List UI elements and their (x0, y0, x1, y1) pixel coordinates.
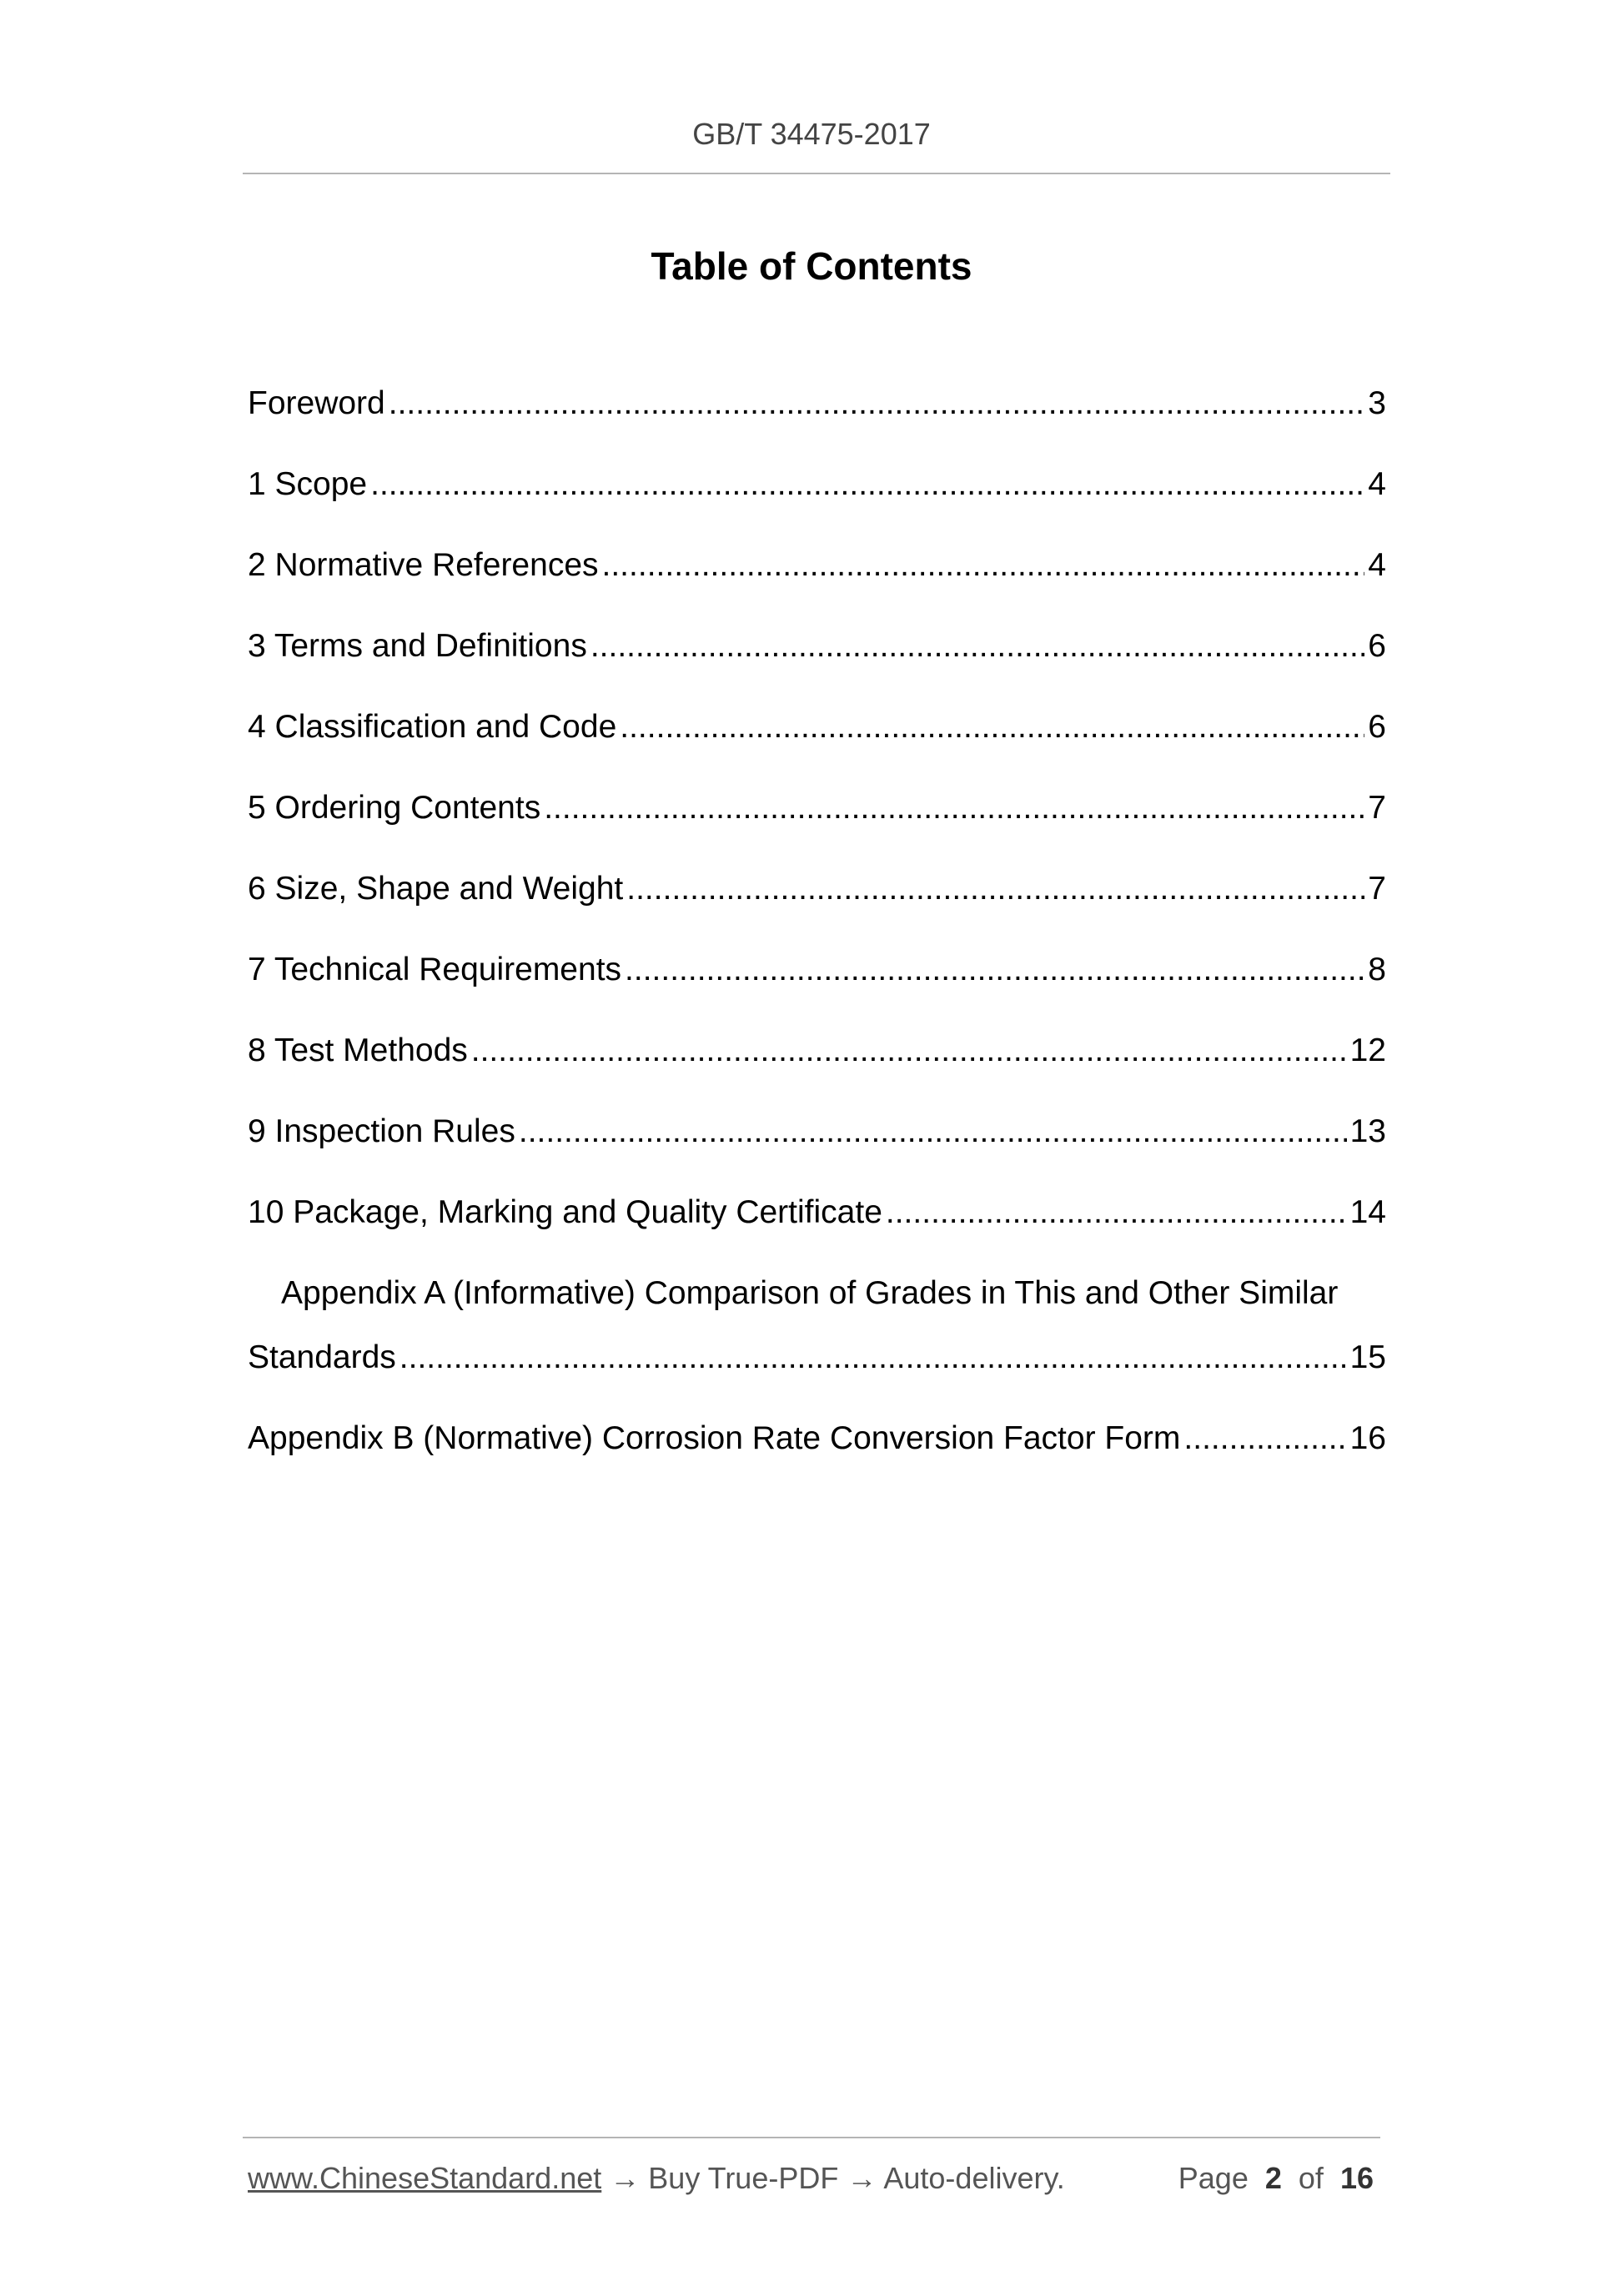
toc-entry-page: 13 (1349, 1113, 1386, 1149)
toc-entry-appendix-b[interactable] (248, 1415, 1386, 1462)
dot-leader (370, 461, 1364, 508)
toc-entry-classification-and-code[interactable] (248, 704, 1386, 751)
header-divider (243, 173, 1390, 174)
toc-entry-page: 4 (1368, 466, 1386, 502)
of-word: of (1298, 2161, 1324, 2195)
toc-entry-normative-references[interactable] (248, 542, 1386, 589)
total-pages: 16 (1339, 2161, 1374, 2195)
page-number (1178, 2155, 1374, 2202)
page-footer (248, 2155, 1380, 2202)
arrow-right-icon: → (610, 2161, 641, 2195)
toc-entry-label: 9 Inspection Rules (248, 1113, 515, 1149)
dot-leader (519, 1108, 1347, 1155)
toc-entry-label: 2 Normative References (248, 547, 599, 583)
toc-entry-page: 4 (1368, 547, 1386, 583)
toc-entry-technical-requirements[interactable] (248, 947, 1386, 993)
dot-leader (471, 1027, 1347, 1074)
dot-leader (389, 380, 1365, 427)
toc-entry-ordering-contents[interactable] (248, 785, 1386, 831)
toc-entry-foreword[interactable] (248, 380, 1386, 427)
dot-leader (602, 542, 1365, 589)
toc-entry-label: 3 Terms and Definitions (248, 628, 587, 664)
dot-leader (1183, 1415, 1346, 1462)
document-code: GB/T 34475-2017 (692, 117, 931, 151)
dot-leader (399, 1334, 1347, 1381)
dot-leader (544, 785, 1364, 831)
toc-entry-label: 4 Classification and Code (248, 709, 617, 745)
toc-entry-page: 16 (1349, 1420, 1386, 1456)
toc-entry-label: Foreword (248, 385, 385, 421)
toc-entry-page: 7 (1368, 871, 1386, 907)
toc-entry-label: 1 Scope (248, 466, 368, 502)
dot-leader (625, 947, 1364, 993)
toc-entry-inspection-rules[interactable] (248, 1108, 1386, 1155)
toc-entry-page: 6 (1368, 709, 1386, 745)
footer-promo (248, 2155, 1065, 2202)
toc-entry-scope[interactable] (248, 461, 1386, 508)
toc-entry-page: 12 (1349, 1032, 1386, 1068)
toc-entry-label: Standards (248, 1339, 396, 1375)
toc-entry-appendix-a[interactable] (248, 1334, 1386, 1381)
current-page: 2 (1264, 2161, 1282, 2195)
toc-entry-page: 3 (1368, 385, 1386, 421)
toc-entry-label: 10 Package, Marking and Quality Certificate (248, 1194, 882, 1230)
dot-leader (620, 704, 1364, 751)
toc-entry-package-marking[interactable] (248, 1189, 1386, 1236)
toc-entry-label: 7 Technical Requirements (248, 952, 622, 987)
page-title: Table of Contents (651, 244, 972, 288)
dot-leader (626, 866, 1364, 912)
toc-entry-appendix-a-line1[interactable]: Appendix A (Informative) Comparison of Grades in This and Other Similar (281, 1275, 1339, 1311)
toc-entry-size-shape-weight[interactable] (248, 866, 1386, 912)
dot-leader (886, 1189, 1347, 1236)
toc-entry-page: 14 (1349, 1194, 1386, 1230)
toc-entry-terms-and-definitions[interactable] (248, 623, 1386, 670)
page-word: Page (1178, 2161, 1249, 2195)
toc-entry-label: 5 Ordering Contents (248, 790, 541, 826)
buy-text: Buy True-PDF (648, 2161, 839, 2195)
toc-entry-label: 6 Size, Shape and Weight (248, 871, 624, 907)
toc-entry-page: 7 (1368, 790, 1386, 826)
toc-entry-page: 15 (1349, 1339, 1386, 1375)
toc-entry-label: 8 Test Methods (248, 1032, 468, 1068)
arrow-right-icon: → (847, 2161, 877, 2195)
dot-leader (590, 623, 1364, 670)
delivery-text: Auto-delivery. (883, 2161, 1065, 2195)
toc-entry-label: Appendix B (Normative) Corrosion Rate Conversion Factor Form (248, 1420, 1181, 1456)
toc-entry-test-methods[interactable] (248, 1027, 1386, 1074)
footer-divider (243, 2137, 1380, 2138)
website-link[interactable]: www.ChineseStandard.net (248, 2161, 602, 2195)
toc-entry-page: 8 (1368, 952, 1386, 987)
toc-entry-page: 6 (1368, 628, 1386, 664)
